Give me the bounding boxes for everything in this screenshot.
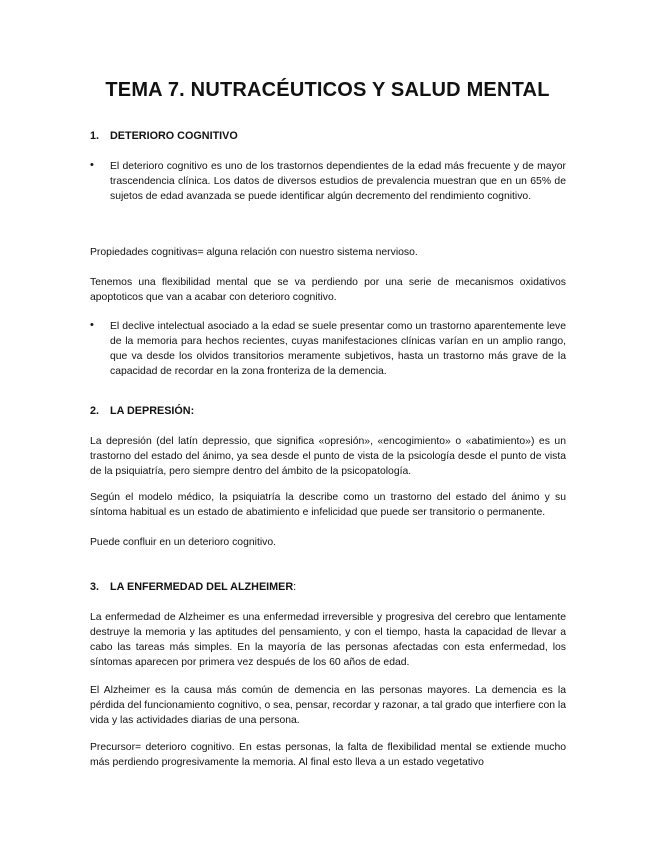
section-1-bullet-1	[90, 159, 566, 204]
bullet-icon: •	[90, 159, 94, 171]
section-2-number: 2.	[90, 405, 100, 417]
section-2-paragraph-3: Puede confluir en un deterioro cognitivo.	[90, 537, 276, 548]
section-2-paragraph-2: Según el modelo médico, la psiquiatría la describe como un trastorno del estado del ánimo y su síntoma habitual es un estado de abatimiento e infelicidad que puede ser transitorio o permanente.	[90, 492, 566, 519]
section-3-paragraph-3: Precursor= deterioro cognitivo. En estas personas, la falta de flexibilidad mental se extiende mucho más perdiendo progresivamente la memoria. Al final esto lleva a un estado vegetativo	[90, 742, 566, 769]
section-1-bullet-2	[90, 319, 566, 379]
section-2-heading	[90, 404, 570, 420]
bullet-icon: •	[90, 319, 94, 331]
section-1-title: DETERIORO COGNITIVO	[110, 130, 238, 142]
section-3-heading	[90, 580, 570, 596]
section-3-colon: :	[293, 581, 297, 593]
document-title: TEMA 7. NUTRACÉUTICOS Y SALUD MENTAL	[105, 79, 550, 101]
section-3-paragraph-2: El Alzheimer es la causa más común de demencia en las personas mayores. La demencia es la pérdida del funcionamiento cognitivo, o sea, pensar, recordar y razonar, a tal grado que interfiere con la vida y las actividades diarias de una persona.	[90, 685, 566, 727]
section-3-number: 3.	[90, 581, 100, 593]
section-3-title: LA ENFERMEDAD DEL ALZHEIMER	[110, 581, 294, 593]
section-1-paragraph-1: Propiedades cognitivas= alguna relación con nuestro sistema nervioso.	[90, 247, 418, 258]
section-1-paragraph-2: Tenemos una flexibilidad mental que se va perdiendo por una serie de mecanismos oxidativos apoptoticos que van a acabar con deterioro cognitivo.	[90, 277, 566, 304]
bullet-text: El declive intelectual asociado a la edad se suele presentar como un trastorno aparentemente leve de la memoria para hechos recientes, cuyas manifestaciones clínicas varían en un amplio rango, que va desde los olvidos transitorios meramente subjetivos, hasta un trastorno más grave de la capacidad de recordar en la zona fronteriza de la demencia.	[110, 321, 566, 378]
section-1-number: 1.	[90, 130, 100, 142]
bullet-text: El deterioro cognitivo es uno de los trastornos dependientes de la edad más frecuente y de mayor trascendencia clínica. Los datos de diversos estudios de prevalencia muestran que en un 65% de sujetos de edad avanzada se puede identificar algún decremento del rendimiento cognitivo.	[110, 161, 566, 203]
section-2-title: LA DEPRESIÓN:	[110, 405, 195, 417]
section-1-heading	[90, 129, 570, 145]
section-3-paragraph-1: La enfermedad de Alzheimer es una enfermedad irreversible y progresiva del cerebro que lentamente destruye la memoria y las aptitudes del pensamiento, y con el tiempo, hasta la capacidad de llevar a cabo las tareas más simples. En la mayoría de las personas afectadas con esta enfermedad, los síntomas aparecen por primera vez después de los 60 años de edad.	[90, 612, 566, 669]
section-2-paragraph-1: La depresión (del latín depressio, que significa «opresión», «encogimiento» o «abatimiento») es un trastorno del estado del ánimo, ya sea desde el punto de vista de la psicología desde el punto de vista de la psiquiatría, pero siempre dentro del ámbito de la psicopatología.	[90, 436, 566, 478]
